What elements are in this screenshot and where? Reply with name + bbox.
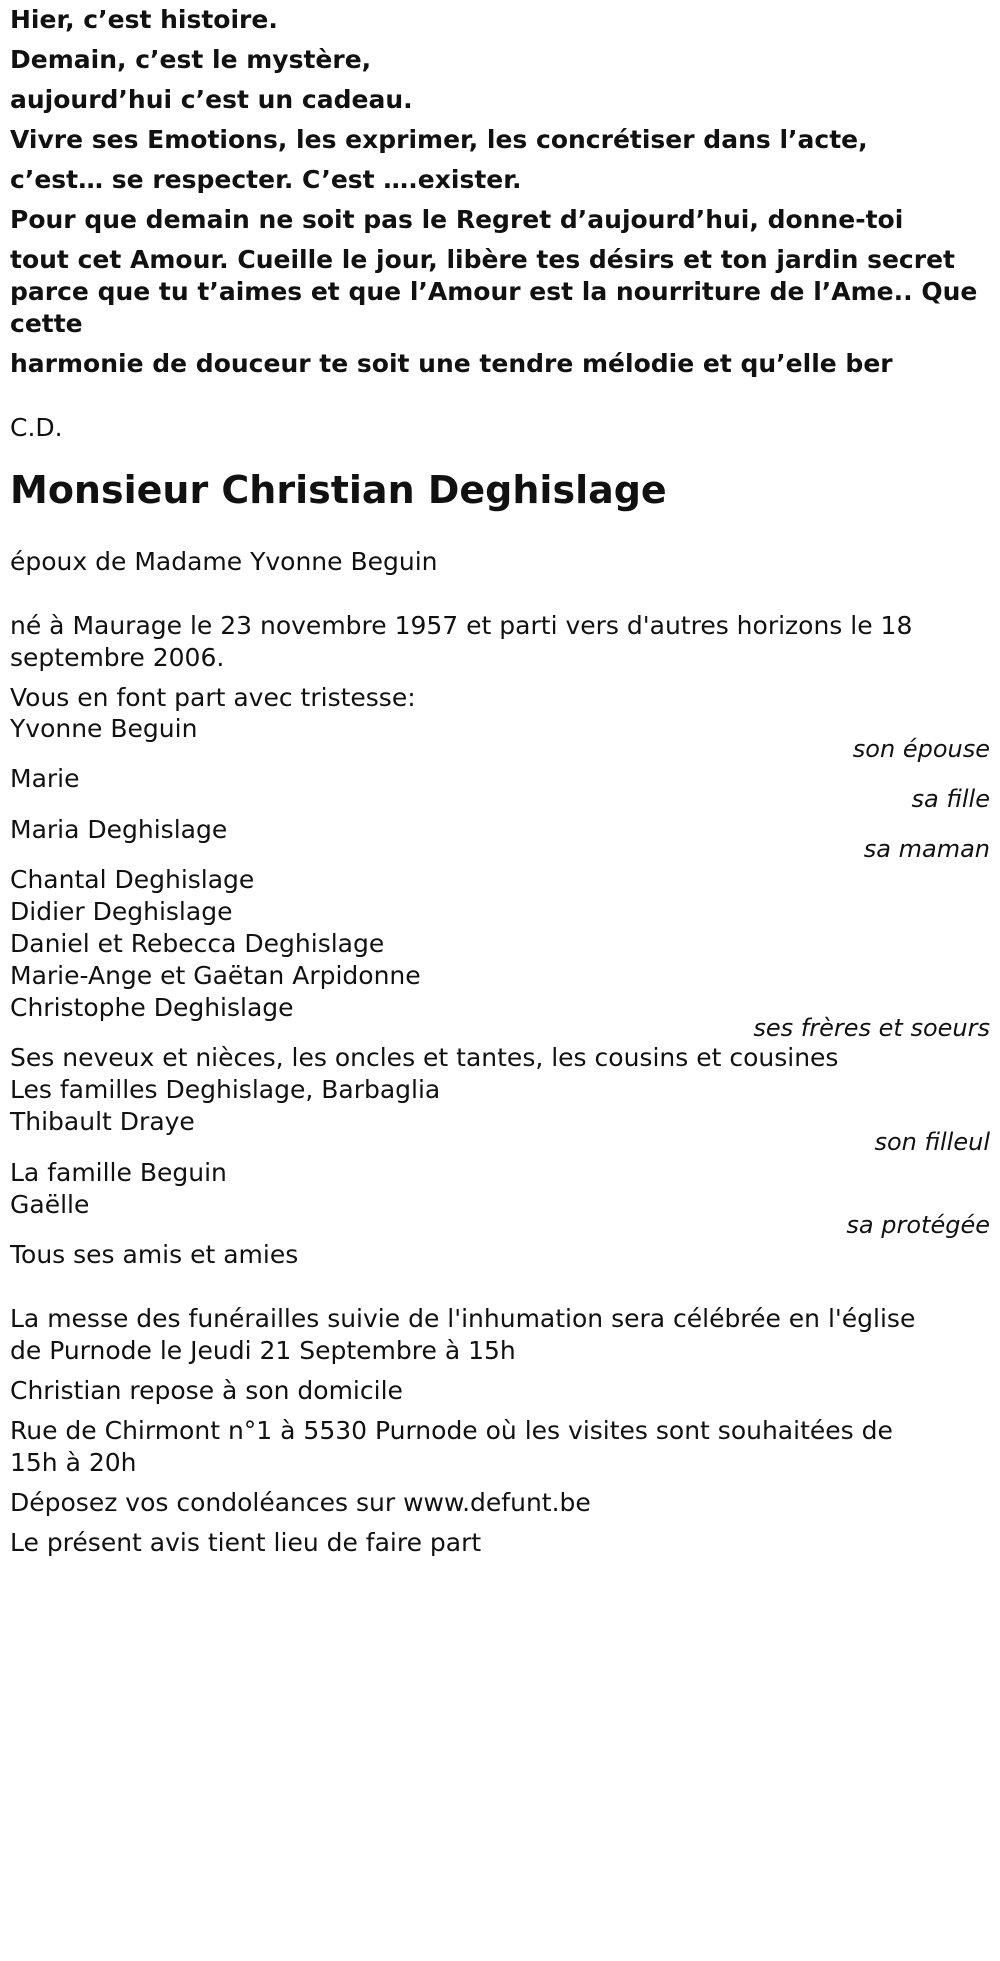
poem-line: Hier, c’est histoire. [10, 5, 278, 34]
family-member-name: Ses neveux et nièces, les oncles et tantes, les cousins et cousines [10, 1043, 839, 1072]
funeral-mass-line: de Purnode le Jeudi 21 Septembre à 15h [10, 1336, 516, 1365]
birth-line: né à Maurage le 23 novembre 1957 et parti vers d'autres horizons le 18 [10, 611, 913, 640]
family-member-role: sa maman [863, 835, 990, 863]
family-member-name: Yvonne Beguin [10, 714, 198, 743]
birth-line: septembre 2006. [10, 643, 225, 672]
family-member-name: Didier Deghislage [10, 897, 233, 926]
family-member-name: Christophe Deghislage [10, 993, 294, 1022]
rests-line: Christian repose à son domicile [10, 1376, 403, 1405]
poem-line: parce que tu t’aimes et que l’Amour est la nourriture de l’Ame.. Que [10, 277, 978, 306]
family-member-name: La famille Beguin [10, 1158, 227, 1187]
family-member-role: sa fille [911, 785, 990, 813]
poem-line: c’est… se respecter. C’est ….exister. [10, 165, 522, 194]
family-member-name: Chantal Deghislage [10, 865, 255, 894]
spouse-line: époux de Madame Yvonne Beguin [10, 547, 438, 576]
poem-line: Demain, c’est le mystère, [10, 45, 372, 74]
address-line: 15h à 20h [10, 1448, 137, 1477]
family-member-role: ses frères et soeurs [753, 1014, 990, 1042]
deceased-name: Monsieur Christian Deghislage [10, 468, 667, 512]
notice-line: Le présent avis tient lieu de faire part [10, 1528, 482, 1557]
poem-line: Pour que demain ne soit pas le Regret d’aujourd’hui, donne-toi [10, 205, 904, 234]
poem-line: tout cet Amour. Cueille le jour, libère tes désirs et ton jardin secret [10, 245, 955, 274]
address-line: Rue de Chirmont n°1 à 5530 Purnode où les visites sont souhaitées de [10, 1416, 893, 1445]
condolences-line: Déposez vos condoléances sur www.defunt.be [10, 1488, 591, 1517]
family-member-name: Maria Deghislage [10, 815, 228, 844]
family-member-name: Marie [10, 764, 80, 793]
poem-line: harmonie de douceur te soit une tendre mélodie et qu’elle ber [10, 349, 893, 378]
family-member-name: Marie-Ange et Gaëtan Arpidonne [10, 961, 421, 990]
poem-signature: C.D. [10, 413, 63, 442]
family-member-name: Thibault Draye [10, 1107, 195, 1136]
family-member-role: sa protégée [846, 1211, 990, 1239]
poem-line: cette [10, 309, 83, 338]
family-member-role: son filleul [874, 1128, 990, 1156]
family-member-name: Gaëlle [10, 1190, 90, 1219]
announcement-intro: Vous en font part avec tristesse: [10, 683, 416, 712]
funeral-mass-line: La messe des funérailles suivie de l'inhumation sera célébrée en l'église [10, 1304, 916, 1333]
family-member-name: Les familles Deghislage, Barbaglia [10, 1075, 441, 1104]
family-member-name: Daniel et Rebecca Deghislage [10, 929, 385, 958]
family-member-role: son épouse [852, 735, 990, 763]
poem-line: aujourd’hui c’est un cadeau. [10, 85, 413, 114]
family-member-name: Tous ses amis et amies [10, 1240, 299, 1269]
poem-line: Vivre ses Emotions, les exprimer, les concrétiser dans l’acte, [10, 125, 868, 154]
